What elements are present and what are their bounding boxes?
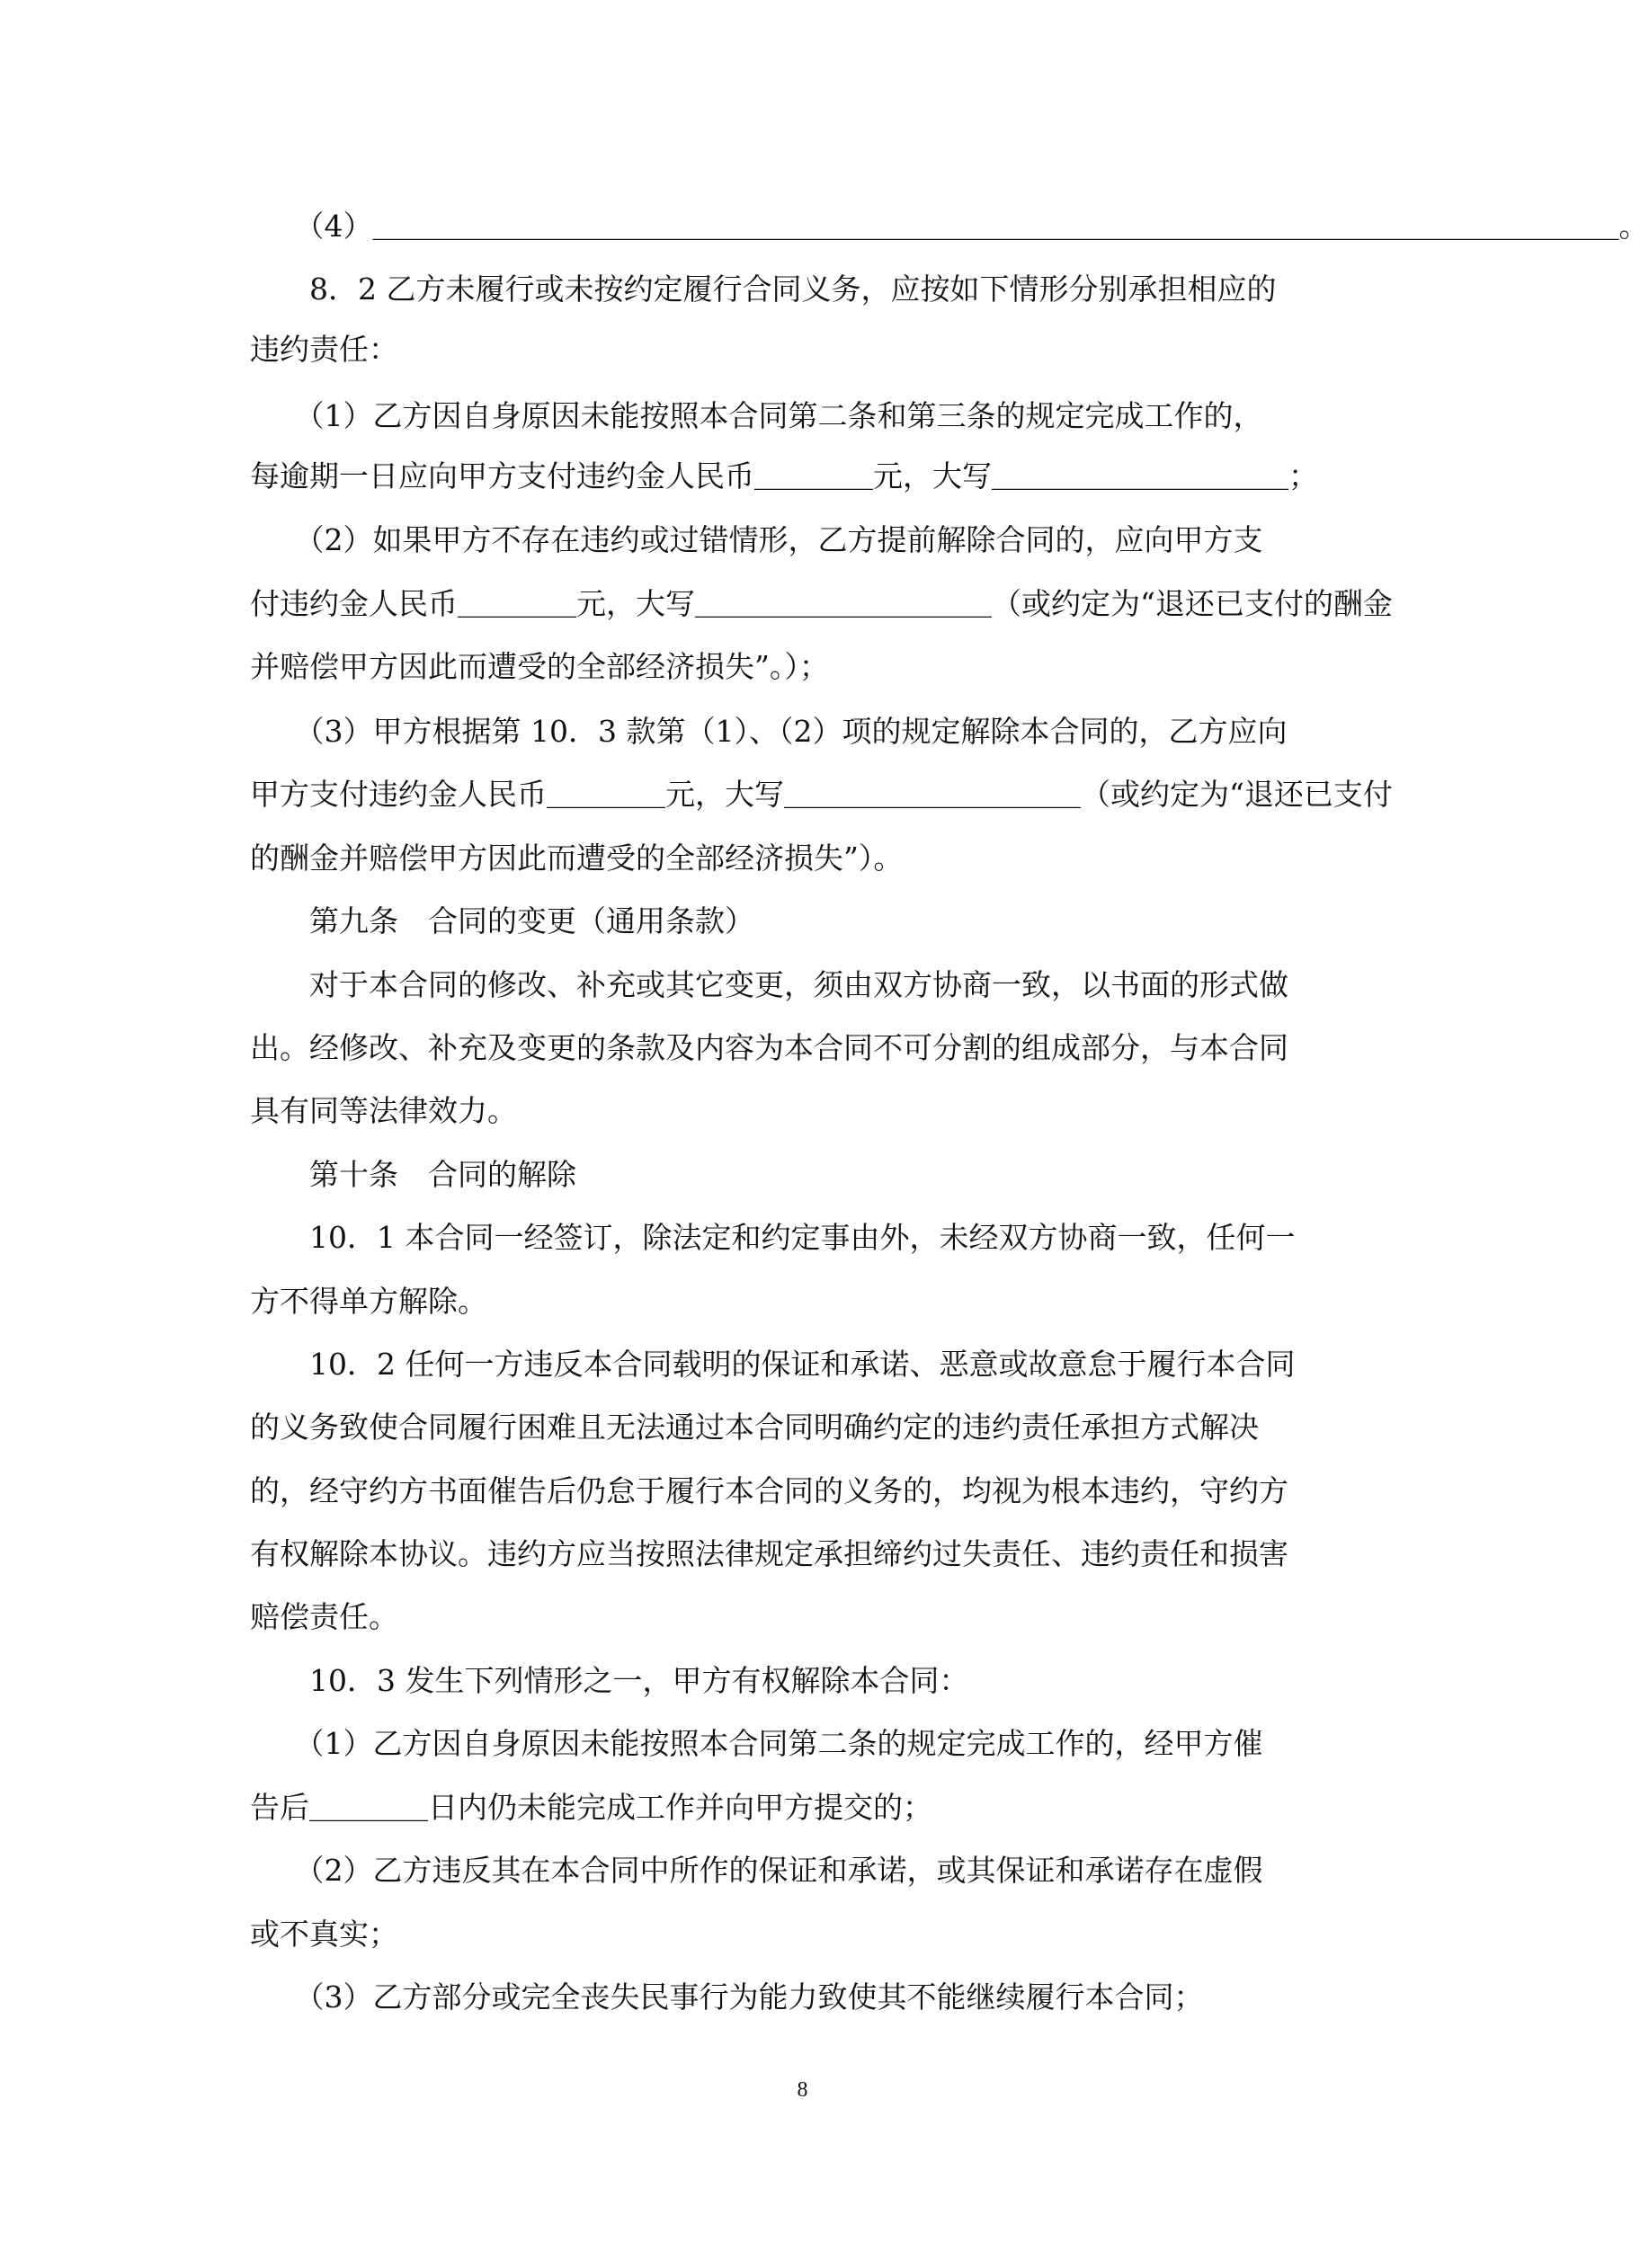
text-line: 8．2 乙方未履行或未按约定履行合同义务，应按如下情形分别承担相应的 <box>250 271 1277 307</box>
text-line: 的义务致使合同履行困难且无法通过本合同明确约定的违约责任承担方式解决 <box>250 1410 1259 1445</box>
text-line: （2）乙方违反其在本合同中所作的保证和承诺，或其保证和承诺存在虚假 <box>250 1853 1263 1888</box>
text-line: 对于本合同的修改、补充或其它变更，须由双方协商一致，以书面的形式做 <box>250 967 1288 1002</box>
text-line: （3）乙方部分或完全丧失民事行为能力致使其不能继续履行本合同； <box>250 1979 1204 2015</box>
text-line: 赔偿责任。 <box>250 1599 398 1634</box>
text-line: 出。经修改、补充及变更的条款及内容为本合同不可分割的组成部分，与本合同 <box>250 1030 1288 1065</box>
text-line: 有权解除本协议。违约方应当按照法律规定承担缔约过失责任、违约责任和损害 <box>250 1536 1288 1571</box>
text-line: 并赔偿甲方因此而遭受的全部经济损失”。）； <box>250 649 829 684</box>
section-heading: 第九条 合同的变更（通用条款） <box>250 903 754 938</box>
text-line: 的，经守约方书面催告后仍怠于履行本合同的义务的，均视为根本违约，守约方 <box>250 1473 1288 1508</box>
text-line: （3）甲方根据第 10．3 款第（1）、（2）项的规定解除本合同的，乙方应向 <box>250 714 1288 749</box>
text-line: 或不真实； <box>250 1917 398 1952</box>
text-line: 的酬金并赔偿甲方因此而遭受的全部经济损失”）。 <box>250 840 904 876</box>
page-number: 8 <box>797 2078 808 2102</box>
text-line: （1）乙方因自身原因未能按照本合同第二条的规定完成工作的，经甲方催 <box>250 1726 1263 1761</box>
text-line: 告后＿＿＿＿日内仍未能完成工作并向甲方提交的； <box>250 1790 932 1825</box>
text-line: 10．3 发生下列情形之一，甲方有权解除本合同： <box>250 1663 969 1698</box>
text-line: 每逾期一日应向甲方支付违约金人民币＿＿＿＿元，大写＿＿＿＿＿＿＿＿＿＿； <box>250 458 1318 494</box>
text-line: 10．1 本合同一经签订，除法定和约定事由外，未经双方协商一致，任何一 <box>250 1220 1296 1255</box>
text-line: （1）乙方因自身原因未能按照本合同第二条和第三条的规定完成工作的， <box>250 398 1263 433</box>
section-heading: 第十条 合同的解除 <box>250 1157 576 1192</box>
text-line: 10．2 任何一方违反本合同载明的保证和承诺、恶意或故意怠于履行本合同 <box>250 1347 1296 1382</box>
text-line: 具有同等法律效力。 <box>250 1093 517 1128</box>
text-line: （2）如果甲方不存在违约或过错情形，乙方提前解除合同的，应向甲方支 <box>250 522 1263 557</box>
text-line: 违约责任： <box>250 332 398 367</box>
text-line: （4）＿＿＿＿＿＿＿＿＿＿＿＿＿＿＿＿＿＿＿＿＿＿＿＿＿＿＿＿＿＿＿＿＿＿＿＿＿＿＿＿＿＿。 <box>250 209 1649 244</box>
text-line: 甲方支付违约金人民币＿＿＿＿元，大写＿＿＿＿＿＿＿＿＿＿（或约定为“退还已支付 <box>250 777 1393 812</box>
text-line: 付违约金人民币＿＿＿＿元，大写＿＿＿＿＿＿＿＿＿＿（或约定为“退还已支付的酬金 <box>250 586 1393 621</box>
text-line: 方不得单方解除。 <box>250 1284 487 1319</box>
